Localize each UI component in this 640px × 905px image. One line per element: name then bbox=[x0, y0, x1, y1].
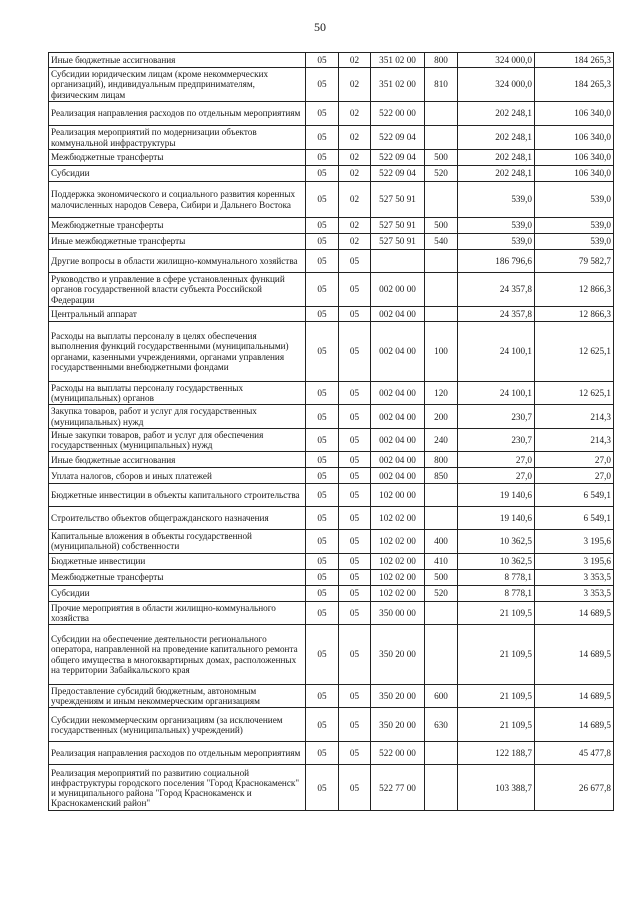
budget-table bbox=[48, 52, 614, 811]
table-cell-subsection: 05 bbox=[339, 273, 371, 307]
table-cell-expense-type bbox=[425, 126, 458, 150]
table-cell-amount-executed: 6 549,1 bbox=[535, 507, 614, 530]
table-cell-amount-planned: 24 100,1 bbox=[458, 382, 535, 405]
table-cell-amount-executed: 539,0 bbox=[535, 218, 614, 234]
table-row bbox=[49, 452, 614, 468]
table-cell-section: 05 bbox=[306, 126, 339, 150]
table-cell-target-article: 002 04 00 bbox=[371, 322, 425, 382]
table-cell-target-article: 002 04 00 bbox=[371, 405, 425, 428]
table-cell-name: Центральный аппарат bbox=[49, 307, 306, 322]
table-cell-section: 05 bbox=[306, 625, 339, 685]
table-cell-amount-planned: 10 362,5 bbox=[458, 553, 535, 569]
table-cell-subsection: 05 bbox=[339, 322, 371, 382]
table-cell-expense-type bbox=[425, 182, 458, 218]
table-cell-section: 05 bbox=[306, 530, 339, 553]
table-cell-subsection: 05 bbox=[339, 601, 371, 624]
table-cell-target-article: 002 04 00 bbox=[371, 468, 425, 484]
table-cell-subsection: 02 bbox=[339, 53, 371, 68]
table-cell-target-article: 002 00 00 bbox=[371, 273, 425, 307]
table-cell-name: Субсидии bbox=[49, 166, 306, 182]
table-cell-name: Поддержка экономического и социального развития коренных малочисленных народов Севера, Сибири и Дальнего Востока bbox=[49, 182, 306, 218]
table-cell-amount-planned: 19 140,6 bbox=[458, 484, 535, 507]
table-row bbox=[49, 507, 614, 530]
table-cell-name: Реализация мероприятий по модернизации объектов коммунальной инфраструктуры bbox=[49, 126, 306, 150]
table-cell-target-article: 522 09 04 bbox=[371, 166, 425, 182]
table-cell-amount-planned: 21 109,5 bbox=[458, 708, 535, 742]
table-cell-amount-planned: 186 796,6 bbox=[458, 250, 535, 273]
table-cell-subsection: 05 bbox=[339, 585, 371, 601]
table-cell-amount-planned: 539,0 bbox=[458, 182, 535, 218]
table-cell-amount-executed: 14 689,5 bbox=[535, 708, 614, 742]
table-cell-amount-executed: 214,3 bbox=[535, 428, 614, 451]
table-cell-amount-planned: 122 188,7 bbox=[458, 742, 535, 765]
table-row bbox=[49, 708, 614, 742]
table-cell-name: Руководство и управление в сфере установленных функций органов государственной власти субъекта Российской Федерации bbox=[49, 273, 306, 307]
table-cell-expense-type: 800 bbox=[425, 452, 458, 468]
table-cell-section: 05 bbox=[306, 585, 339, 601]
table-cell-expense-type: 500 bbox=[425, 569, 458, 585]
table-cell-section: 05 bbox=[306, 250, 339, 273]
table-cell-target-article: 527 50 91 bbox=[371, 234, 425, 250]
table-cell-expense-type bbox=[425, 742, 458, 765]
table-cell-name: Субсидии юридическим лицам (кроме некоммерческих организаций), индивидуальным предпринимателям, физическим лицам bbox=[49, 68, 306, 102]
table-row bbox=[49, 585, 614, 601]
table-cell-subsection: 05 bbox=[339, 307, 371, 322]
table-cell-amount-executed: 106 340,0 bbox=[535, 166, 614, 182]
table-cell-amount-executed: 184 265,3 bbox=[535, 68, 614, 102]
page-number: 50 bbox=[314, 20, 326, 34]
table-cell-section: 05 bbox=[306, 405, 339, 428]
table-cell-amount-planned: 10 362,5 bbox=[458, 530, 535, 553]
table-cell-amount-executed: 27,0 bbox=[535, 468, 614, 484]
table-cell-section: 05 bbox=[306, 53, 339, 68]
table-cell-subsection: 05 bbox=[339, 382, 371, 405]
table-cell-expense-type: 410 bbox=[425, 553, 458, 569]
table-row bbox=[49, 468, 614, 484]
table-cell-section: 05 bbox=[306, 382, 339, 405]
table-cell-expense-type: 400 bbox=[425, 530, 458, 553]
table-cell-amount-executed: 14 689,5 bbox=[535, 601, 614, 624]
table-cell-section: 05 bbox=[306, 68, 339, 102]
table-cell-amount-executed: 184 265,3 bbox=[535, 53, 614, 68]
table-cell-section: 05 bbox=[306, 182, 339, 218]
table-cell-amount-executed: 12 625,1 bbox=[535, 382, 614, 405]
table-cell-target-article: 002 04 00 bbox=[371, 452, 425, 468]
table-row bbox=[49, 601, 614, 624]
table-cell-target-article: 522 09 04 bbox=[371, 126, 425, 150]
table-cell-section: 05 bbox=[306, 742, 339, 765]
table-cell-amount-executed: 14 689,5 bbox=[535, 685, 614, 708]
table-cell-target-article: 522 00 00 bbox=[371, 742, 425, 765]
table-row bbox=[49, 218, 614, 234]
table-cell-section: 05 bbox=[306, 428, 339, 451]
table-row bbox=[49, 322, 614, 382]
table-cell-target-article: 350 20 00 bbox=[371, 708, 425, 742]
table-row bbox=[49, 625, 614, 685]
table-cell-target-article: 102 02 00 bbox=[371, 569, 425, 585]
table-cell-name: Другие вопросы в области жилищно-коммунального хозяйства bbox=[49, 250, 306, 273]
table-row bbox=[49, 553, 614, 569]
table-cell-amount-executed: 45 477,8 bbox=[535, 742, 614, 765]
table-cell-amount-executed: 12 866,3 bbox=[535, 307, 614, 322]
table-cell-subsection: 05 bbox=[339, 484, 371, 507]
table-cell-amount-planned: 539,0 bbox=[458, 218, 535, 234]
table-cell-amount-executed: 106 340,0 bbox=[535, 102, 614, 126]
table-cell-amount-planned: 230,7 bbox=[458, 428, 535, 451]
table-cell-subsection: 02 bbox=[339, 150, 371, 166]
table-cell-section: 05 bbox=[306, 708, 339, 742]
table-row bbox=[49, 182, 614, 218]
table-cell-section: 05 bbox=[306, 601, 339, 624]
table-cell-section: 05 bbox=[306, 452, 339, 468]
table-cell-amount-planned: 8 778,1 bbox=[458, 585, 535, 601]
table-cell-expense-type bbox=[425, 765, 458, 811]
table-cell-amount-planned: 8 778,1 bbox=[458, 569, 535, 585]
table-cell-name: Иные бюджетные ассигнования bbox=[49, 53, 306, 68]
table-row bbox=[49, 102, 614, 126]
table-cell-amount-planned: 24 357,8 bbox=[458, 273, 535, 307]
table-row bbox=[49, 166, 614, 182]
table-cell-name: Строительство объектов общегражданского назначения bbox=[49, 507, 306, 530]
table-cell-amount-executed: 3 353,5 bbox=[535, 585, 614, 601]
table-cell-section: 05 bbox=[306, 553, 339, 569]
table-cell-name: Субсидии bbox=[49, 585, 306, 601]
table-cell-expense-type: 240 bbox=[425, 428, 458, 451]
table-cell-subsection: 05 bbox=[339, 553, 371, 569]
table-row bbox=[49, 765, 614, 811]
table-cell-amount-executed: 539,0 bbox=[535, 182, 614, 218]
table-cell-section: 05 bbox=[306, 507, 339, 530]
table-cell-name: Иные межбюджетные трансферты bbox=[49, 234, 306, 250]
table-row bbox=[49, 382, 614, 405]
table-cell-amount-executed: 79 582,7 bbox=[535, 250, 614, 273]
table-cell-subsection: 05 bbox=[339, 708, 371, 742]
table-row bbox=[49, 484, 614, 507]
table-cell-name: Иные закупки товаров, работ и услуг для обеспечения государственных (муниципальных) нужд bbox=[49, 428, 306, 451]
table-cell-amount-executed: 539,0 bbox=[535, 234, 614, 250]
table-row bbox=[49, 273, 614, 307]
table-cell-expense-type bbox=[425, 307, 458, 322]
table-cell-name: Реализация мероприятий по развитию социальной инфраструктуры городского поселения "Город Краснокаменск" и муниципального района "Город Краснокаменск и Краснокаменский район" bbox=[49, 765, 306, 811]
table-cell-target-article: 002 04 00 bbox=[371, 428, 425, 451]
table-cell-expense-type: 500 bbox=[425, 150, 458, 166]
table-cell-subsection: 02 bbox=[339, 234, 371, 250]
table-row bbox=[49, 250, 614, 273]
table-cell-subsection: 05 bbox=[339, 765, 371, 811]
table-cell-expense-type: 600 bbox=[425, 685, 458, 708]
table-cell-name: Закупка товаров, работ и услуг для государственных (муниципальных) нужд bbox=[49, 405, 306, 428]
table-cell-subsection: 05 bbox=[339, 685, 371, 708]
table-row bbox=[49, 405, 614, 428]
table-cell-amount-executed: 27,0 bbox=[535, 452, 614, 468]
table-cell-target-article: 351 02 00 bbox=[371, 68, 425, 102]
table-cell-expense-type: 800 bbox=[425, 53, 458, 68]
table-cell-subsection: 05 bbox=[339, 405, 371, 428]
table-cell-target-article: 102 02 00 bbox=[371, 553, 425, 569]
table-cell-name: Уплата налогов, сборов и иных платежей bbox=[49, 468, 306, 484]
table-cell-amount-planned: 21 109,5 bbox=[458, 601, 535, 624]
table-cell-name: Капитальные вложения в объекты государственной (муниципальной) собственности bbox=[49, 530, 306, 553]
table-cell-subsection: 05 bbox=[339, 428, 371, 451]
table-cell-subsection: 05 bbox=[339, 530, 371, 553]
table-cell-expense-type bbox=[425, 507, 458, 530]
table-cell-name: Реализация направления расходов по отдельным мероприятиям bbox=[49, 742, 306, 765]
table-cell-subsection: 05 bbox=[339, 468, 371, 484]
table-cell-amount-planned: 24 357,8 bbox=[458, 307, 535, 322]
table-cell-amount-executed: 12 625,1 bbox=[535, 322, 614, 382]
table-cell-section: 05 bbox=[306, 468, 339, 484]
table-cell-expense-type: 630 bbox=[425, 708, 458, 742]
table-cell-amount-executed: 12 866,3 bbox=[535, 273, 614, 307]
table-cell-name: Межбюджетные трансферты bbox=[49, 150, 306, 166]
table-cell-amount-planned: 202 248,1 bbox=[458, 166, 535, 182]
table-cell-target-article: 522 09 04 bbox=[371, 150, 425, 166]
table-cell-target-article: 522 00 00 bbox=[371, 102, 425, 126]
table-cell-target-article: 527 50 91 bbox=[371, 182, 425, 218]
table-cell-subsection: 02 bbox=[339, 166, 371, 182]
table-cell-amount-executed: 106 340,0 bbox=[535, 150, 614, 166]
table-cell-subsection: 02 bbox=[339, 102, 371, 126]
table-cell-amount-executed: 106 340,0 bbox=[535, 126, 614, 150]
table-cell-expense-type: 850 bbox=[425, 468, 458, 484]
table-cell-subsection: 05 bbox=[339, 507, 371, 530]
table-cell-section: 05 bbox=[306, 765, 339, 811]
table-cell-amount-planned: 539,0 bbox=[458, 234, 535, 250]
table-cell-section: 05 bbox=[306, 273, 339, 307]
table-cell-amount-executed: 26 677,8 bbox=[535, 765, 614, 811]
table-row bbox=[49, 150, 614, 166]
table-cell-expense-type bbox=[425, 601, 458, 624]
table-cell-target-article: 350 00 00 bbox=[371, 601, 425, 624]
table-cell-name: Бюджетные инвестиции bbox=[49, 553, 306, 569]
table-cell-amount-planned: 324 000,0 bbox=[458, 53, 535, 68]
table-cell-expense-type: 540 bbox=[425, 234, 458, 250]
table-cell-target-article: 002 04 00 bbox=[371, 307, 425, 322]
table-cell-target-article: 102 02 00 bbox=[371, 585, 425, 601]
table-row bbox=[49, 307, 614, 322]
table-cell-section: 05 bbox=[306, 234, 339, 250]
table-cell-target-article bbox=[371, 250, 425, 273]
table-cell-amount-executed: 14 689,5 bbox=[535, 625, 614, 685]
table-cell-name: Прочие мероприятия в области жилищно-коммунального хозяйства bbox=[49, 601, 306, 624]
table-cell-expense-type bbox=[425, 625, 458, 685]
table-cell-target-article: 002 04 00 bbox=[371, 382, 425, 405]
table-cell-amount-executed: 6 549,1 bbox=[535, 484, 614, 507]
table-cell-expense-type: 520 bbox=[425, 166, 458, 182]
table-cell-name: Предоставление субсидий бюджетным, автономным учреждениям и иным некоммерческим организациям bbox=[49, 685, 306, 708]
table-cell-amount-planned: 230,7 bbox=[458, 405, 535, 428]
table-cell-amount-planned: 24 100,1 bbox=[458, 322, 535, 382]
table-cell-target-article: 102 02 00 bbox=[371, 507, 425, 530]
table-cell-amount-planned: 202 248,1 bbox=[458, 150, 535, 166]
table-cell-expense-type: 500 bbox=[425, 218, 458, 234]
table-cell-name: Расходы на выплаты персоналу государственных (муниципальных) органов bbox=[49, 382, 306, 405]
table-cell-subsection: 02 bbox=[339, 68, 371, 102]
table-cell-amount-planned: 324 000,0 bbox=[458, 68, 535, 102]
table-cell-amount-planned: 103 388,7 bbox=[458, 765, 535, 811]
table-cell-subsection: 02 bbox=[339, 218, 371, 234]
table-cell-expense-type bbox=[425, 250, 458, 273]
table-cell-subsection: 05 bbox=[339, 742, 371, 765]
table-cell-target-article: 102 00 00 bbox=[371, 484, 425, 507]
table-cell-subsection: 05 bbox=[339, 250, 371, 273]
table-cell-section: 05 bbox=[306, 102, 339, 126]
table-row bbox=[49, 68, 614, 102]
table-cell-target-article: 522 77 00 bbox=[371, 765, 425, 811]
table-cell-subsection: 05 bbox=[339, 625, 371, 685]
table-row bbox=[49, 742, 614, 765]
table-cell-amount-executed: 3 195,6 bbox=[535, 530, 614, 553]
table-cell-amount-executed: 3 195,6 bbox=[535, 553, 614, 569]
table-cell-section: 05 bbox=[306, 685, 339, 708]
table-cell-name: Реализация направления расходов по отдельным мероприятиям bbox=[49, 102, 306, 126]
table-cell-amount-planned: 21 109,5 bbox=[458, 625, 535, 685]
table-cell-amount-planned: 202 248,1 bbox=[458, 126, 535, 150]
table-cell-amount-executed: 214,3 bbox=[535, 405, 614, 428]
table-cell-section: 05 bbox=[306, 569, 339, 585]
table-cell-section: 05 bbox=[306, 484, 339, 507]
table-cell-amount-planned: 27,0 bbox=[458, 452, 535, 468]
table-cell-expense-type: 520 bbox=[425, 585, 458, 601]
table-cell-section: 05 bbox=[306, 322, 339, 382]
table-cell-subsection: 05 bbox=[339, 569, 371, 585]
table-cell-subsection: 02 bbox=[339, 126, 371, 150]
table-cell-target-article: 527 50 91 bbox=[371, 218, 425, 234]
table-row bbox=[49, 126, 614, 150]
table-cell-section: 05 bbox=[306, 307, 339, 322]
table-cell-amount-planned: 27,0 bbox=[458, 468, 535, 484]
table-cell-expense-type bbox=[425, 102, 458, 126]
table-cell-name: Бюджетные инвестиции в объекты капитального строительства bbox=[49, 484, 306, 507]
table-cell-section: 05 bbox=[306, 166, 339, 182]
table-cell-target-article: 102 02 00 bbox=[371, 530, 425, 553]
table-cell-name: Межбюджетные трансферты bbox=[49, 218, 306, 234]
table-row bbox=[49, 685, 614, 708]
table-cell-expense-type: 810 bbox=[425, 68, 458, 102]
table-row bbox=[49, 234, 614, 250]
table-cell-amount-planned: 19 140,6 bbox=[458, 507, 535, 530]
table-cell-subsection: 02 bbox=[339, 182, 371, 218]
table-cell-subsection: 05 bbox=[339, 452, 371, 468]
table-cell-section: 05 bbox=[306, 218, 339, 234]
table-row bbox=[49, 530, 614, 553]
table-cell-expense-type bbox=[425, 273, 458, 307]
table-row bbox=[49, 569, 614, 585]
table-cell-name: Субсидии некоммерческим организациям (за исключением государственных (муниципальных) учреждений) bbox=[49, 708, 306, 742]
table-cell-target-article: 351 02 00 bbox=[371, 53, 425, 68]
table-cell-expense-type: 120 bbox=[425, 382, 458, 405]
table-cell-name: Субсидии на обеспечение деятельности регионального оператора, направленной на проведение капитального ремонта общего имущества в многоквартирных домах, расположенных на территории Забайкальского края bbox=[49, 625, 306, 685]
table-cell-target-article: 350 20 00 bbox=[371, 685, 425, 708]
table-cell-section: 05 bbox=[306, 150, 339, 166]
table-cell-name: Расходы на выплаты персоналу в целях обеспечения выполнения функций государственными (муниципальными) органами, казенными учреждениями, органами управления государственными внебюджетными фондами bbox=[49, 322, 306, 382]
table-row bbox=[49, 53, 614, 68]
table-cell-target-article: 350 20 00 bbox=[371, 625, 425, 685]
table-cell-expense-type: 100 bbox=[425, 322, 458, 382]
table-cell-amount-executed: 3 353,5 bbox=[535, 569, 614, 585]
table-row bbox=[49, 428, 614, 451]
table-cell-expense-type: 200 bbox=[425, 405, 458, 428]
table-cell-name: Иные бюджетные ассигнования bbox=[49, 452, 306, 468]
table-cell-amount-planned: 21 109,5 bbox=[458, 685, 535, 708]
table-cell-amount-planned: 202 248,1 bbox=[458, 102, 535, 126]
table-cell-name: Межбюджетные трансферты bbox=[49, 569, 306, 585]
table-cell-expense-type bbox=[425, 484, 458, 507]
